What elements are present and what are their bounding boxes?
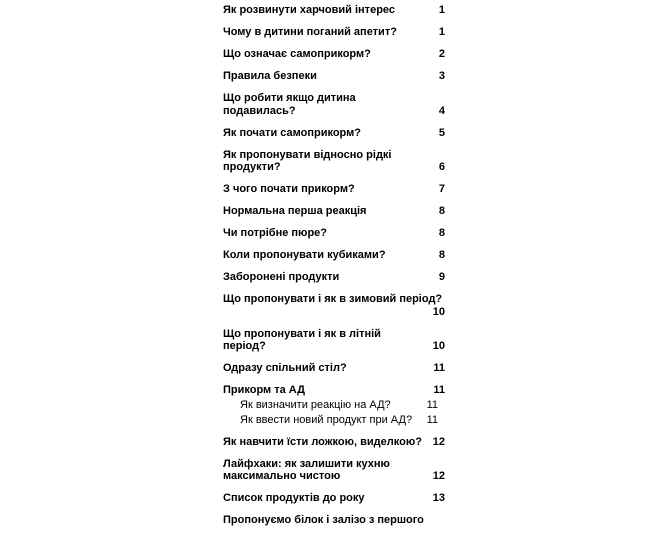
toc-subentry[interactable]	[223, 414, 445, 427]
toc-entry-page: 9	[438, 271, 445, 283]
toc-entry[interactable]	[223, 48, 445, 61]
toc-entry-title: Як пропонувати відносно рідкі продукти?	[223, 148, 392, 173]
toc-entry-title: Прикорм та АД	[223, 384, 305, 396]
toc-entry-page: 11	[433, 362, 445, 374]
toc-entry[interactable]	[223, 249, 445, 262]
toc-entry[interactable]	[223, 362, 445, 375]
toc-entry[interactable]	[223, 26, 445, 39]
toc-entry-page: 8	[438, 227, 445, 239]
toc-entry-page: 13	[432, 492, 445, 504]
toc-entry-title: Що означає самоприкорм?	[223, 48, 371, 60]
toc-entry[interactable]	[223, 4, 445, 17]
toc-entry-title: Як розвинути харчовий інтерес	[223, 4, 395, 16]
toc-entry-page: 11	[433, 384, 445, 396]
toc-entry-title: Чому в дитини поганий апетит?	[223, 26, 397, 38]
toc-entry[interactable]	[223, 271, 445, 284]
toc-entry-title: Заборонені продукти	[223, 271, 340, 283]
toc-entry-page: 12	[432, 470, 445, 482]
toc-entry-title: Чи потрібне пюре?	[223, 227, 328, 239]
toc-entry[interactable]	[223, 70, 445, 83]
toc-entry[interactable]	[223, 92, 445, 117]
toc-entry[interactable]	[223, 436, 445, 449]
toc-entry-title: Лайфхаки: як залишити кухню максимально чистою	[223, 457, 390, 482]
toc-entry-page: 4	[438, 104, 445, 117]
toc-entry-page: 1	[438, 26, 445, 38]
toc-entry[interactable]	[223, 205, 445, 218]
table-of-contents	[223, 4, 445, 536]
toc-entry-title: Нормальна перша реакція	[223, 205, 367, 217]
toc-entry-page: 8	[438, 205, 445, 217]
toc-subentry-title: Як ввести новий продукт при АД?	[240, 413, 413, 426]
toc-entry-page: 3	[438, 70, 445, 82]
toc-entry-title: Що робити якщо дитина подавилась?	[223, 92, 356, 117]
toc-entry-page: 8	[438, 249, 445, 261]
toc-entry-title: Пропонуємо білок і залізо з першого	[223, 514, 424, 526]
toc-entry[interactable]	[223, 293, 445, 318]
toc-entry[interactable]	[223, 458, 445, 483]
toc-entry-title: З чого почати прикорм?	[223, 183, 355, 195]
toc-entry[interactable]	[223, 149, 445, 174]
toc-entry[interactable]	[223, 384, 445, 397]
toc-subentry-title: Як визначити реакцію на АД?	[240, 398, 391, 411]
toc-entry-title: Як навчити їсти ложкою, виделкою?	[223, 435, 422, 448]
toc-entry[interactable]	[223, 227, 445, 240]
toc-entry-page: 1	[438, 4, 445, 16]
toc-entry-title: Список продуктів до року	[223, 492, 365, 504]
toc-subentry[interactable]	[223, 399, 445, 412]
toc-entry[interactable]	[223, 127, 445, 140]
toc-subentry-page: 11	[426, 413, 438, 426]
toc-entry-page: 10	[432, 340, 445, 352]
toc-entry-title: Коли пропонувати кубиками?	[223, 249, 386, 261]
toc-entry-title: Як почати самоприкорм?	[223, 126, 361, 139]
toc-subentry-page: 11	[426, 398, 438, 411]
toc-entry-title: Одразу спільний стіл?	[223, 362, 347, 374]
toc-entry-page: 6	[438, 161, 445, 173]
toc-entry-title: Що пропонувати і як в літній період?	[223, 327, 381, 352]
toc-entry[interactable]	[223, 183, 445, 196]
toc-entry[interactable]	[223, 514, 445, 527]
toc-entry-page: 5	[438, 126, 445, 139]
toc-entry-page: 2	[438, 48, 445, 60]
toc-entry-page: 12	[432, 435, 445, 448]
toc-entry-page: 10	[432, 305, 445, 318]
toc-entry-title: Що пропонувати і як в зимовий період?	[223, 293, 443, 305]
toc-entry-page: 7	[438, 183, 445, 195]
toc-entry[interactable]	[223, 328, 445, 353]
toc-entry[interactable]	[223, 492, 445, 505]
toc-entry-title: Правила безпеки	[223, 70, 317, 82]
